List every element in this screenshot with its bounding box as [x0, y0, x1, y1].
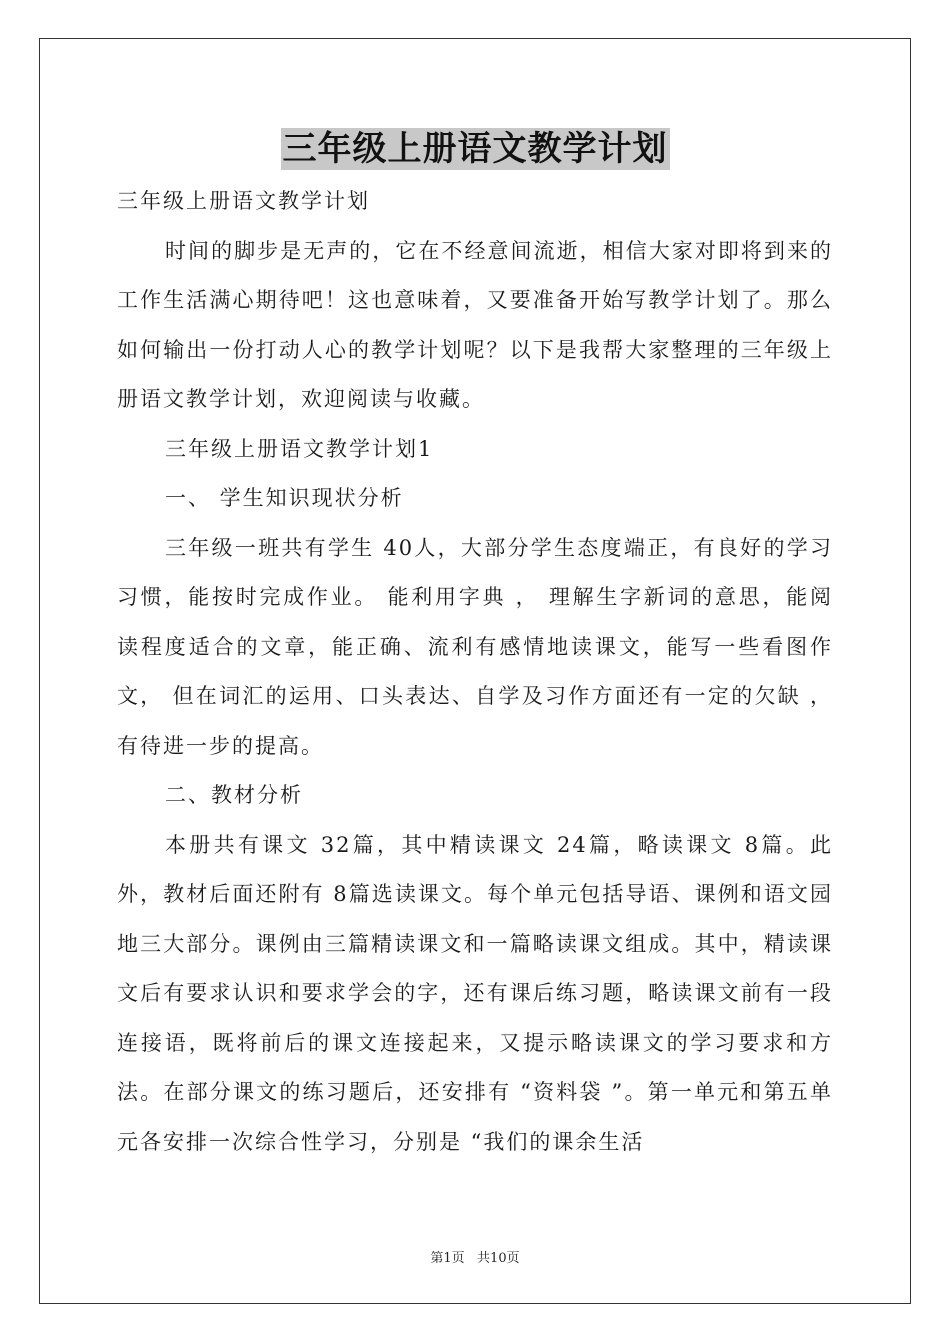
paragraph-subtitle: 三年级上册语文教学计划: [117, 189, 370, 213]
page-footer: 第1页 共10页: [430, 1251, 520, 1266]
paragraph-student-analysis: 三年级一班共有学生 40人，大部分学生态度端正，有良好的学习习惯，能按时完成作业。 能利用字典 ， 理解生字新词的意思，能阅读程度适合的文章，能正确、流利有感情地读课文，能写一些看图作文， 但在词汇的运用、口头表达、自学及习作方面还有一定的欠缺 ， 有待进一步的提高。: [117, 535, 833, 758]
document-title: 三年级上册语文教学计划: [282, 129, 668, 169]
paragraph-intro: 时间的脚步是无声的，它在不经意间流逝，相信大家对即将到来的工作生活满心期待吧！这也意味着，又要准备开始写教学计划了。那么如何输出一份打动人心的教学计划呢？以下是我帮大家整理的三年级上册语文教学计划，欢迎阅读与收藏。: [117, 238, 833, 411]
section-heading-plan-1: 三年级上册语文教学计划1: [165, 436, 434, 461]
title-container: [0, 128, 950, 170]
section-heading-textbook-analysis: 二、教材分析: [165, 783, 303, 807]
paragraph-textbook-analysis: 本册共有课文 32篇，其中精读课文 24篇，略读课文 8篇。此外，教材后面还附有 8篇选读课文。每个单元包括导语、课例和语文园地三大部分。课例由三篇精读课文和一篇略读课文组成。其中，精读课文后有要求认识和要求学会的字，还有课后练习题，略读课文前有一段连接语，既将前后的课文连接起来，又提示略读课文的学习要求和方法。在部分课文的练习题后，还安排有 “资料袋 ”。第一单元和第五单元各安排一次综合性学习，分别是 “我们的课余生活: [117, 832, 833, 1154]
section-heading-student-analysis: 一、 学生知识现状分析: [165, 486, 404, 510]
document-body: [117, 177, 833, 1167]
